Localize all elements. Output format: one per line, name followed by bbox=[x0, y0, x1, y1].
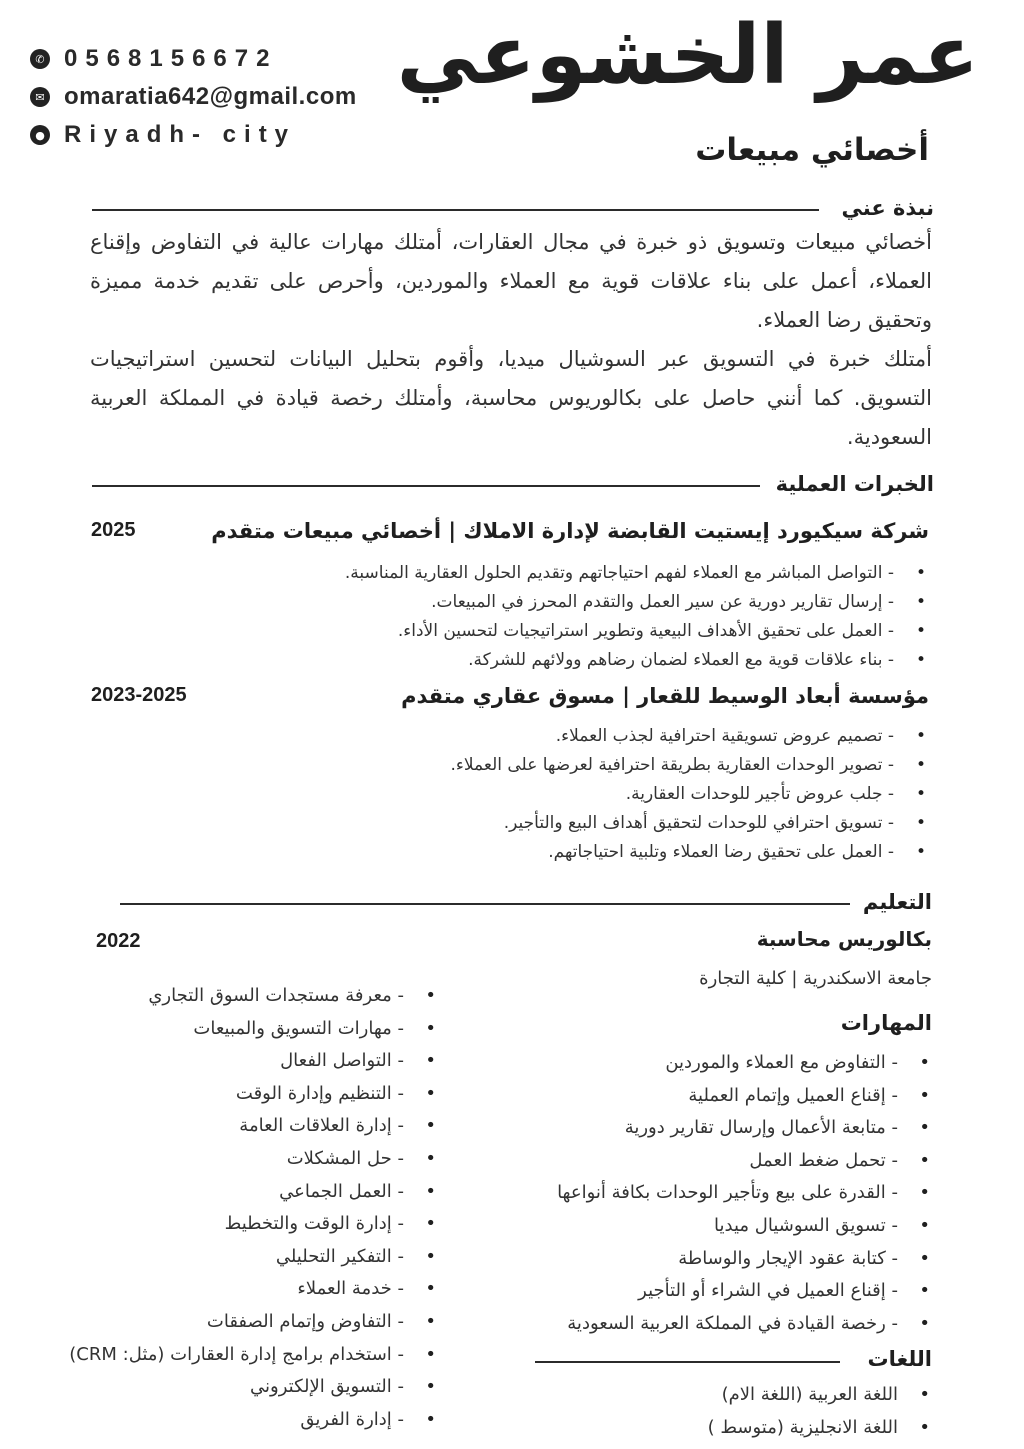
about-divider bbox=[92, 209, 819, 211]
education-heading: التعليم bbox=[862, 890, 932, 914]
list-item: • - العمل الجماعي bbox=[69, 1176, 404, 1209]
list-item: • - إقناع العميل في الشراء أو التأجير bbox=[557, 1275, 898, 1308]
list-item: • - إدارة الوقت والتخطيط bbox=[69, 1208, 404, 1241]
degree-title: بكالوريس محاسبة bbox=[756, 927, 932, 951]
skills-list-left bbox=[69, 980, 404, 1436]
skills-heading: المهارات bbox=[840, 1011, 932, 1035]
contact-phone-row bbox=[30, 40, 357, 78]
list-item: • - التواصل المباشر مع العملاء لفهم احتياجاتهم وتقديم الحلول العقارية المناسبة. bbox=[345, 559, 894, 588]
list-item: • - تسويق احترافي للوحدات لتحقيق أهداف البيع والتأجير. bbox=[451, 809, 894, 838]
experience-heading: الخبرات العملية bbox=[775, 472, 934, 496]
list-item: • - التفاوض مع العملاء والموردين bbox=[557, 1047, 898, 1080]
list-item: • - التفكير التحليلي bbox=[69, 1241, 404, 1274]
about-text bbox=[90, 223, 932, 457]
job-year: 2025 bbox=[91, 519, 136, 541]
list-item: • - جلب عروض تأجير للوحدات العقارية. bbox=[451, 780, 894, 809]
job-year: 2023-2025 bbox=[91, 684, 187, 706]
list-item: • - إرسال تقارير دورية عن سير العمل والتقدم المحرز في المبيعات. bbox=[345, 588, 894, 617]
list-item: • - معرفة مستجدات السوق التجاري bbox=[69, 980, 404, 1013]
experience-divider bbox=[92, 485, 760, 487]
job-title: أخصائي مبيعات bbox=[695, 132, 929, 168]
skills-list-right bbox=[557, 1047, 898, 1340]
list-item: • - القدرة على بيع وتأجير الوحدات بكافة أنواعها bbox=[557, 1177, 898, 1210]
list-item: • اللغة العربية (اللغة الام) bbox=[708, 1378, 898, 1411]
list-item: • - إقناع العميل وإتمام العملية bbox=[557, 1080, 898, 1113]
list-item: • - مهارات التسويق والمبيعات bbox=[69, 1013, 404, 1046]
phone-number: 0568156672 bbox=[64, 45, 278, 72]
languages-list bbox=[708, 1378, 898, 1444]
education-divider bbox=[120, 903, 850, 905]
about-paragraph: أخصائي مبيعات وتسويق ذو خبرة في مجال العقارات، أمتلك مهارات عالية في التفاوض وإقناع العملاء، أعمل على بناء علاقات قوية مع العملاء والموردين، وأحرص على تقديم خدمة مميزة وتحقيق رضا العملاء. bbox=[90, 230, 932, 332]
email-address: omaratia642@gmail.com bbox=[64, 83, 357, 110]
graduation-year: 2022 bbox=[96, 930, 141, 952]
list-item: • - العمل على تحقيق الأهداف البيعية وتطوير استراتيجيات لتحسين الأداء. bbox=[345, 617, 894, 646]
languages-heading: اللغات bbox=[867, 1347, 932, 1371]
job-header: شركة سيكيورد إيستيت القابضة لإدارة الاملاك | أخصائي مبيعات متقدم bbox=[211, 519, 929, 543]
list-item: • - العمل على تحقيق رضا العملاء وتلبية احتياجاتهم. bbox=[451, 838, 894, 867]
languages-divider bbox=[535, 1361, 840, 1363]
list-item: • - رخصة القيادة في المملكة العربية السعودية bbox=[557, 1308, 898, 1341]
list-item: • - تسويق السوشيال ميديا bbox=[557, 1210, 898, 1243]
phone-icon: ✆ bbox=[30, 49, 50, 69]
job-duties bbox=[451, 722, 894, 867]
list-item: • - التفاوض وإتمام الصفقات bbox=[69, 1306, 404, 1339]
list-item: • - إدارة العلاقات العامة bbox=[69, 1110, 404, 1143]
about-heading: نبذة عني bbox=[841, 196, 934, 220]
contact-location-row bbox=[30, 116, 357, 154]
list-item: • - متابعة الأعمال وإرسال تقارير دورية bbox=[557, 1112, 898, 1145]
mail-icon: ✉ bbox=[30, 87, 50, 107]
list-item: • - تصميم عروض تسويقية احترافية لجذب العملاء. bbox=[451, 722, 894, 751]
list-item: • - تحمل ضغط العمل bbox=[557, 1145, 898, 1178]
about-paragraph: أمتلك خبرة في التسويق عبر السوشيال ميديا، وأقوم بتحليل البيانات لتحسين استراتيجيات التسويق. كما أنني حاصل على بكالوريوس محاسبة، وأمتلك رخصة قيادة في المملكة العربية السعودية. bbox=[90, 347, 932, 449]
contact-block bbox=[30, 40, 357, 154]
list-item: • - كتابة عقود الإيجار والوساطة bbox=[557, 1243, 898, 1276]
list-item: • اللغة الانجليزية (متوسط ) bbox=[708, 1411, 898, 1444]
list-item: • - استخدام برامج إدارة العقارات (مثل: CRM) bbox=[69, 1339, 404, 1372]
list-item: • - التسويق الإلكتروني bbox=[69, 1371, 404, 1404]
location-text: Riyadh- city bbox=[64, 121, 297, 148]
list-item: • - تصوير الوحدات العقارية بطريقة احترافية لعرضها على العملاء. bbox=[451, 751, 894, 780]
list-item: • - إدارة الفريق bbox=[69, 1404, 404, 1437]
list-item: • - حل المشكلات bbox=[69, 1143, 404, 1176]
job-duties bbox=[345, 559, 894, 675]
list-item: • - التواصل الفعال bbox=[69, 1045, 404, 1078]
list-item: • - التنظيم وإدارة الوقت bbox=[69, 1078, 404, 1111]
school-name: جامعة الاسكندرية | كلية التجارة bbox=[699, 968, 932, 989]
job-header: مؤسسة أبعاد الوسيط للقعار | مسوق عقاري متقدم bbox=[401, 684, 929, 708]
list-item: • - خدمة العملاء bbox=[69, 1273, 404, 1306]
candidate-name: عمر الخشوعي bbox=[396, 8, 979, 103]
contact-email-row bbox=[30, 78, 357, 116]
location-pin-icon: ● bbox=[30, 125, 50, 145]
list-item: • - بناء علاقات قوية مع العملاء لضمان رضاهم وولائهم للشركة. bbox=[345, 646, 894, 675]
